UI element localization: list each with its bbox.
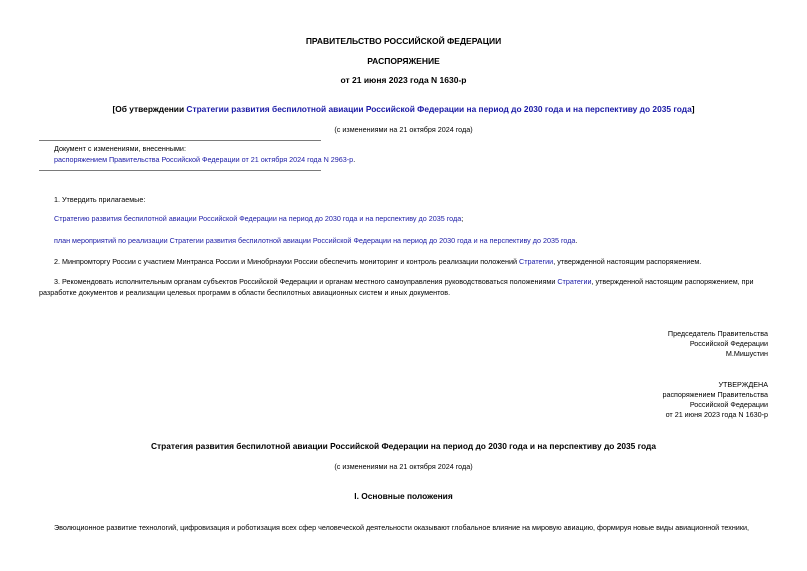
approved-country: Российской Федерации: [689, 400, 768, 409]
changes-box-end: .: [353, 155, 356, 164]
amending-order-link[interactable]: распоряжением Правительства Российской Федерации от 21 октября 2024 года N 2963-р: [54, 155, 354, 164]
approved-by: распоряжением Правительства: [662, 390, 768, 399]
amendment-note: (с изменениями на 21 октября 2024 года): [334, 125, 473, 134]
section-heading: I. Основные положения: [354, 491, 453, 501]
clause-3-text-b: , утвержденной настоящим распоряжением, при: [591, 277, 754, 286]
approved-date-number: от 21 июня 2023 года N 1630-р: [665, 410, 768, 419]
strategy-link[interactable]: Стратегию развития беспилотной авиации Российской Федерации на период до 2030 года и на перспективу до 2035 года: [54, 214, 462, 223]
clause-3-strategy-link[interactable]: Стратегии: [557, 277, 592, 286]
clause-2-text-b: , утвержденной настоящим распоряжением.: [553, 257, 702, 266]
strategy-amendment-note: (с изменениями на 21 октября 2024 года): [334, 462, 473, 471]
approved-stamp: УТВЕРЖДЕНА: [718, 380, 768, 389]
clause-3-text-a: 3. Рекомендовать исполнительным органам субъектов Российской Федерации и органам местного самоуправления руководствоваться положениями: [54, 277, 558, 286]
action-plan-link[interactable]: план мероприятий по реализации Стратегии развития беспилотной авиации Российской Федерации на период до 2030 года и на перспективу до 2035 года: [54, 236, 576, 245]
title-close: ]: [691, 104, 695, 114]
clause-3-line-1: [54, 277, 754, 286]
approved-item-2: [54, 236, 577, 245]
approved-item-1-end: ;: [461, 214, 464, 223]
clause-2-text-a: 2. Минпромторгу России с участием Минтранса России и Минобрнауки России обеспечить мониторинг и контроль реализации положений: [54, 257, 520, 266]
changes-box-link-line: [54, 155, 355, 164]
signature-title: Председатель Правительства: [667, 329, 768, 338]
approved-item-2-end: .: [575, 236, 578, 245]
document-type: РАСПОРЯЖЕНИЕ: [367, 56, 440, 66]
clause-2-strategy-link[interactable]: Стратегии: [519, 257, 554, 266]
title-open: [Об утверждении: [112, 104, 187, 114]
divider-top: [39, 140, 321, 141]
approved-item-1: [54, 214, 463, 223]
document-title: [0, 104, 807, 114]
clause-2: [54, 257, 701, 266]
strategy-heading: Стратегия развития беспилотной авиации Российской Федерации на период до 2030 года и на перспективу до 2035 года: [150, 441, 657, 451]
divider-bottom: [39, 170, 321, 171]
clause-1: 1. Утвердить прилагаемые:: [54, 195, 146, 204]
section-paragraph: Эволюционное развитие технологий, цифровизация и роботизация всех сфер человеческой деятельности оказывают глобальное влияние на мировую авиацию, формируя новые виды авиационной техники,: [54, 523, 749, 532]
changes-box-label: Документ с изменениями, внесенными:: [54, 144, 186, 153]
signature-name: М.Мишустин: [725, 349, 768, 358]
strategy-title-link[interactable]: Стратегии развития беспилотной авиации Российской Федерации на период до 2030 года и на перспективу до 2035 года: [186, 104, 692, 114]
signature-country: Российской Федерации: [689, 339, 768, 348]
clause-3-line-2: разработке документов и реализации целевых программ в области беспилотных авиационных систем и иных документов.: [39, 288, 451, 297]
government-heading: ПРАВИТЕЛЬСТВО РОССИЙСКОЙ ФЕДЕРАЦИИ: [305, 36, 502, 46]
document-date-number: от 21 июня 2023 года N 1630-р: [340, 75, 467, 85]
